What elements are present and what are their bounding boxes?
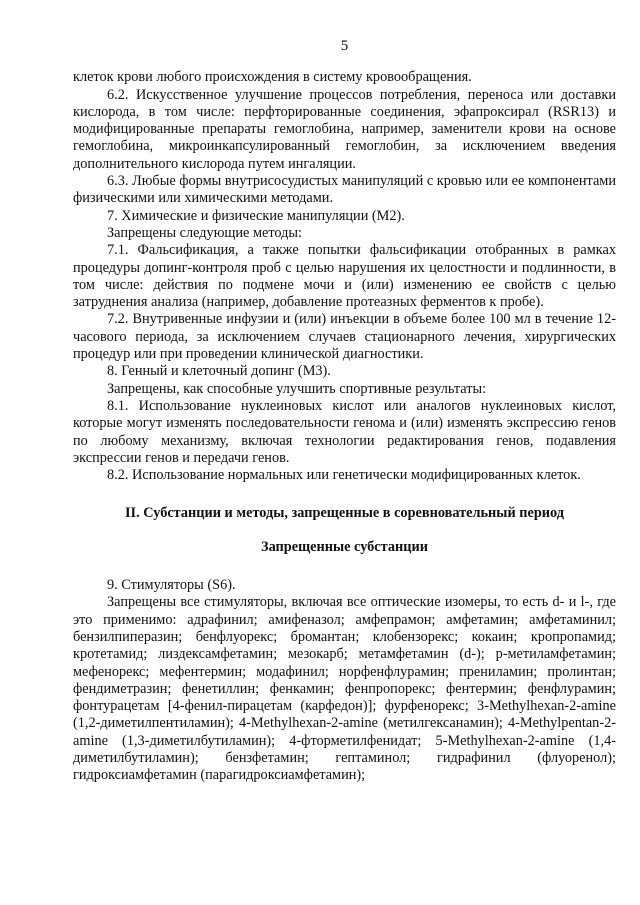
paragraph-7-1: 7.1. Фальсификация, а также попытки фальсификации отобранных в рамках процедуры допинг-контроля проб с целью нарушения их целостности и подлинности, в том числе: действия по подмене мочи и (или) изменению ее свойств с целью затруднения анализа (например, добавление протеазных ферментов к пробе).: [73, 242, 616, 311]
paragraph-7-intro: Запрещены следующие методы:: [107, 224, 303, 241]
paragraph-9-list: Запрещены все стимуляторы, включая все оптические изомеры, то есть d- и l-, где это применимо: адрафинил; амифеназол; амфепрамон; амфетамин; амфетаминил; бензилпиперазин; бенфлуорекс; бромантан; клобензорекс; кокаин; кропропамид; кротетамид; лиздексамфетамин; мезокарб; метамфетамин (d-); p-метиламфетамин; мефенорекс; мефентермин; модафинил; норфенфлурамин; прениламин; пролинтан; фендиметразин; фенетиллин; фенкамин; фенпропорекс; фентермин; фенфлурамин; фонтурацетам [4-фенил-пирацетам (карфедон)]; фурфенорекс; 3-Methylhexan-2-amine (1,2-диметилпентиламин); 4-Methylhexan-2-amine (метилгексанамин); 4-Methylpentan-2-amine (1,3-диметилбутиламин); 4-фторметилфенидат; 5-Methylhexan-2-amine (1,4-диметилбутиламин); бензфетамин; гептаминол; гидрафинил (флуоренол); гидроксиамфетамин (парагидроксиамфетамин);: [73, 594, 616, 784]
paragraph-7-2: 7.2. Внутривенные инфузии и (или) инъекции в объеме более 100 мл в течение 12-часового периода, за исключением случаев стационарного лечения, хирургических процедур или при проведении клинической диагностики.: [73, 311, 616, 363]
paragraph-6-2: 6.2. Искусственное улучшение процессов потребления, переноса или доставки кислорода, в том числе: перфторированные соединения, эфапроксирал (RSR13) и модифицированные препараты гемоглобина, например, заменители крови на основе гемоглобина, микроинкапсулированный гемоглобин, за исключением введения дополнительного кислорода путем ингаляции.: [73, 86, 616, 172]
paragraph-7: 7. Химические и физические манипуляции (М2).: [107, 207, 405, 224]
page-number: 5: [340, 38, 349, 54]
paragraph-blood-cells-end: клеток крови любого происхождения в систему кровообращения.: [73, 69, 472, 86]
paragraph-8-2: 8.2. Использование нормальных или генетически модифицированных клеток.: [107, 467, 581, 484]
paragraph-8: 8. Генный и клеточный допинг (М3).: [107, 363, 331, 380]
paragraph-6-3: 6.3. Любые формы внутрисосудистых манипуляций с кровью или ее компонентами физическими или химическими методами.: [73, 173, 616, 207]
subheading: Запрещенные субстанции: [261, 538, 428, 555]
paragraph-9: 9. Стимуляторы (S6).: [107, 577, 236, 594]
paragraph-8-intro: Запрещены, как способные улучшить спортивные результаты:: [107, 380, 487, 397]
section-heading: II. Субстанции и методы, запрещенные в соревновательный период: [124, 505, 565, 522]
paragraph-8-1: 8.1. Использование нуклеиновых кислот или аналогов нуклеиновых кислот, которые могут изменять последовательности генома и (или) изменять экспрессию генов по любому механизму, включая технологии редактирования генов, подавления экспрессии генов и передачи генов.: [73, 397, 616, 466]
